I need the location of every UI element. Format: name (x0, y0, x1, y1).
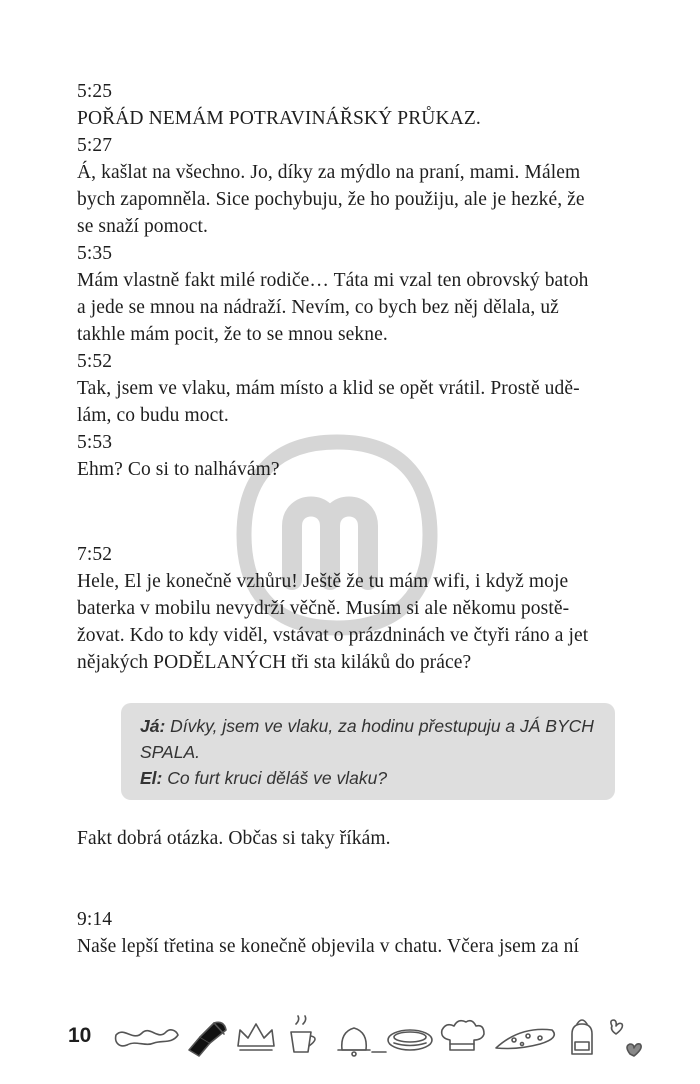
entry-time: 5:52 (77, 351, 113, 372)
chat-speaker: El: (140, 768, 163, 788)
page-footer (0, 1010, 700, 1070)
entry-time: 9:14 (77, 909, 113, 930)
entry-time: 5:35 (77, 243, 113, 264)
chat-message-box (121, 703, 615, 800)
lipstick-icon (189, 1022, 226, 1056)
entry-line: se snaží pomoct. (77, 216, 209, 237)
entry-line: a jede se mnou na nádraží. Nevím, co bych bez něj dělala, už (77, 297, 559, 318)
entry-time: 5:25 (77, 81, 113, 102)
entry-time: 5:27 (77, 135, 113, 156)
pancake-icon (388, 1030, 432, 1050)
entry-time: 5:53 (77, 432, 113, 453)
entry-line: Fakt dobrá otázka. Občas si taky říkám. (77, 828, 391, 849)
worm-icon (116, 1030, 178, 1046)
entry-line: baterka v mobilu nevydrží věčně. Musím si ale někomu postě- (77, 598, 570, 619)
pizza-icon (496, 1029, 554, 1048)
entry-line: Mám vlastně fakt milé rodiče… Táta mi vzal ten obrovský batoh (77, 270, 589, 291)
chat-text: Co furt kruci děláš ve vlaku? (162, 768, 388, 788)
entry-line: nějakých PODĚLANÝCH tři sta kiláků do práce? (77, 652, 472, 673)
chat-message (140, 713, 597, 739)
entry-line: Ehm? Co si to nalhávám? (77, 459, 280, 480)
page-number: 10 (68, 1024, 92, 1047)
chat-message (140, 765, 597, 791)
entry-line: žovat. Kdo to kdy viděl, vstávat o prázdninách ve čtyři ráno a jet (77, 625, 589, 646)
bell-icon (338, 1028, 386, 1056)
entry-time: 7:52 (77, 544, 113, 565)
diary-entry-914 (77, 906, 622, 960)
chat-text: Dívky, jsem ve vlaku, za hodinu přestupuju a JÁ BYCH (165, 716, 594, 736)
entry-line: takhle mám pocit, že to se mnou sekne. (77, 324, 388, 345)
backpack-icon (572, 1020, 592, 1054)
entry-line: POŘÁD NEMÁM POTRAVINÁŘSKÝ PRŮKAZ. (77, 108, 481, 129)
entry-line: Tak, jsem ve vlaku, mám místo a klid se opět vrátil. Prostě udě- (77, 378, 580, 399)
chat-speaker: Já: (140, 716, 166, 736)
diary-entries-morning (77, 78, 622, 483)
chat-text-continued: SPALA. (140, 742, 200, 762)
diary-paragraph (77, 825, 622, 852)
footer-doodles (0, 1010, 700, 1070)
cup-icon (291, 1016, 315, 1052)
hearts-icon (611, 1020, 641, 1056)
chef-hat-icon (442, 1021, 484, 1050)
crown-icon (238, 1024, 274, 1050)
entry-line: Naše lepší třetina se konečně objevila v chatu. Včera jsem za ní (77, 936, 580, 957)
entry-line: Á, kašlat na všechno. Jo, díky za mýdlo na praní, mami. Málem (77, 162, 581, 183)
entry-line: Hele, El je konečně vzhůru! Ještě že tu mám wifi, i když moje (77, 571, 569, 592)
diary-entry-752 (77, 541, 622, 676)
entry-line: lám, co budu moct. (77, 405, 229, 426)
entry-line: bych zapomněla. Sice pochybuju, že ho použiju, ale je hezké, že (77, 189, 585, 210)
